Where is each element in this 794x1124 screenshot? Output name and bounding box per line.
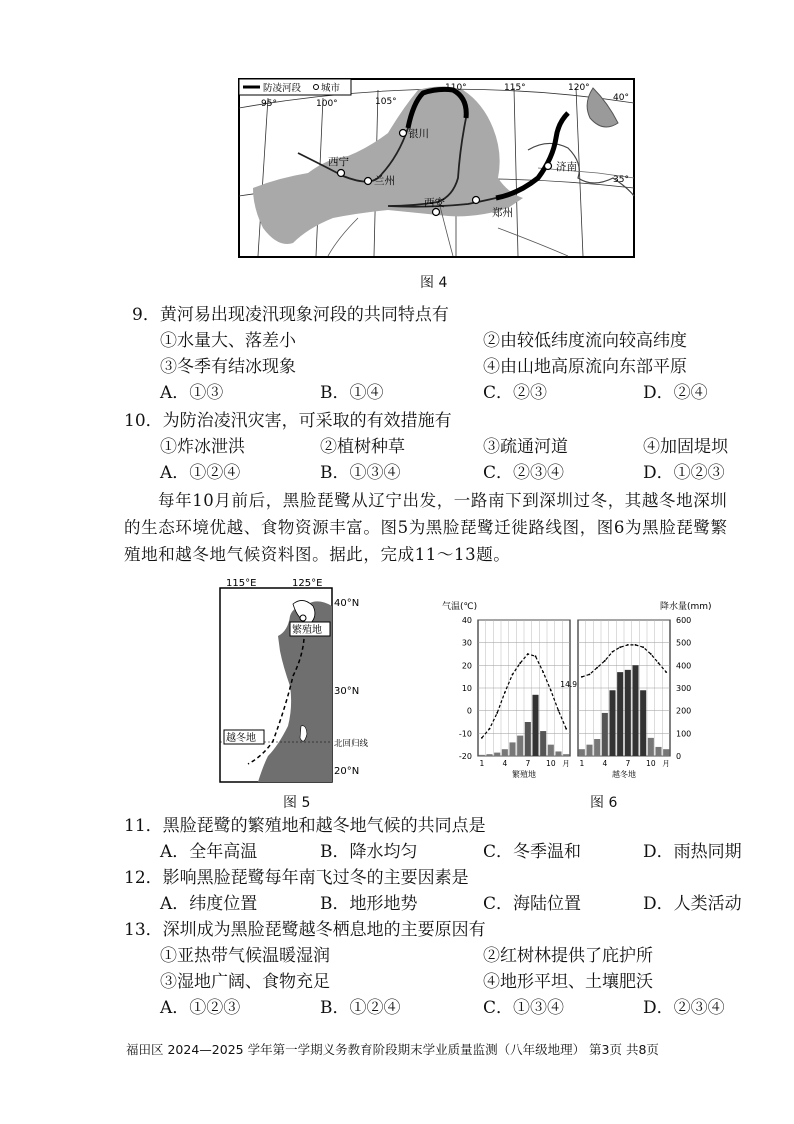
- q9-item-2: ②由较低纬度流向较高纬度: [483, 331, 687, 351]
- q9-item-1: ①水量大、落差小: [160, 331, 296, 351]
- q12-option-c[interactable]: C．海陆位置: [483, 894, 582, 914]
- precip-tick-label: 400: [676, 661, 692, 671]
- legend-river: 防凌河段: [263, 83, 302, 94]
- q13-item-3: ③湿地广阔、食物充足: [160, 972, 330, 992]
- q10-option-d[interactable]: D．①②③: [643, 463, 725, 483]
- figure-6-caption: 图 6: [590, 795, 618, 811]
- month-unit-label: 月: [562, 759, 570, 768]
- precip-bar: [502, 749, 508, 756]
- precip-bar: [525, 722, 531, 756]
- temperature-point: [581, 676, 583, 678]
- figure-4-map: [238, 78, 635, 258]
- wintering-label: 越冬地: [226, 733, 256, 744]
- lat-label: 40°N: [334, 598, 360, 609]
- temperature-point: [665, 671, 667, 673]
- question-12-stem: 12．影响黑脸琵鹭每年南飞过冬的主要因素是: [124, 868, 469, 888]
- figure-5-caption: 图 5: [283, 795, 311, 811]
- q12-option-a[interactable]: A．纬度位置: [160, 894, 258, 914]
- month-tick-label: 4: [602, 759, 608, 768]
- precip-axis-label: 降水量(mm): [660, 602, 712, 612]
- lat-label: 40°: [613, 93, 629, 103]
- q13-item-2: ②红树林提供了庇护所: [483, 946, 653, 966]
- month-tick-label: 7: [625, 759, 631, 768]
- intro-paragraph: 每年10月前后，黑脸琵鹭从辽宁出发，一路南下到深圳过冬，其越冬地深圳的生态环境优越、食物资源丰富。图5为黑脸琵鹭迁徙路线图，图6为黑脸琵鹭繁殖地和越冬地气候资料图。据此，完成11～13题。: [124, 491, 728, 564]
- lon-label: 110°: [445, 83, 467, 93]
- precip-bar: [479, 755, 485, 756]
- temperature-point: [612, 651, 614, 653]
- temp-tick-label: 40: [461, 616, 472, 625]
- temp-tick-label: 20: [461, 661, 472, 671]
- lon-label: 120°: [568, 83, 590, 93]
- precip-tick-label: 0: [676, 752, 682, 761]
- q11-option-b[interactable]: B．降水均匀: [320, 842, 418, 862]
- temperature-point: [635, 644, 637, 646]
- q10-item-1: ①炸冰泄洪: [160, 437, 245, 457]
- figure-6-climate-chart: [442, 598, 714, 788]
- precip-bar: [617, 672, 623, 756]
- city-label: 郑州: [492, 207, 513, 219]
- lon-label: 95°: [261, 99, 277, 109]
- month-unit-label: 月: [662, 759, 670, 768]
- climate-panel: [578, 620, 670, 779]
- temperature-point: [596, 667, 598, 669]
- precip-bar: [586, 745, 592, 756]
- q11-option-d[interactable]: D．雨热同期: [643, 842, 742, 862]
- panel-label: 繁殖地: [512, 770, 536, 779]
- q9-option-a[interactable]: A．①③: [160, 383, 224, 403]
- q10-option-c[interactable]: C．②③④: [483, 463, 565, 483]
- temp-tick-label: -20: [458, 752, 472, 761]
- q13-item-1: ①亚热带气候温暖湿润: [160, 946, 330, 966]
- question-10-stem: 10．为防治凌汛灾害，可采取的有效措施有: [124, 411, 452, 431]
- lon-label: 105°: [375, 97, 397, 107]
- precip-bar: [548, 745, 554, 756]
- temperature-point: [519, 662, 521, 664]
- precip-bar: [602, 713, 608, 756]
- temp-tick-label: 0: [466, 706, 472, 716]
- figure-5-map: [218, 576, 370, 784]
- question-11-stem: 11．黑脸琵鹭的繁殖地和越冬地气候的共同点是: [124, 816, 486, 836]
- q10-item-2: ②植树种草: [320, 437, 405, 457]
- legend-city: 城市: [321, 83, 341, 94]
- climate-panel: [478, 620, 570, 779]
- city-label: 济南: [556, 161, 577, 173]
- temperature-point: [650, 653, 652, 655]
- temperature-point: [565, 728, 567, 730]
- q13-item-4: ④地形平坦、土壤肥沃: [483, 972, 653, 992]
- q11-option-a[interactable]: A．全年高温: [160, 842, 258, 862]
- temperature-annotation: 14.9: [560, 679, 577, 689]
- precip-bar: [517, 736, 523, 756]
- precip-tick-label: 300: [676, 684, 692, 693]
- q12-option-b[interactable]: B．地形地势: [320, 894, 418, 914]
- precip-bar: [563, 754, 569, 756]
- temperature-point: [512, 674, 514, 676]
- q9-option-d[interactable]: D．②④: [643, 383, 708, 403]
- temperature-point: [481, 737, 483, 739]
- temp-axis-label: 气温(℃): [442, 602, 478, 612]
- q13-option-d[interactable]: D．②③④: [643, 998, 725, 1018]
- precip-bar: [594, 739, 600, 756]
- temp-tick-label: 10: [461, 684, 472, 693]
- city-label: 兰州: [374, 175, 395, 187]
- q9-option-b[interactable]: B．①④: [320, 383, 384, 403]
- lat-label: 30°N: [334, 686, 360, 697]
- temperature-point: [642, 646, 644, 648]
- q9-item-3: ③冬季有结冰现象: [160, 357, 296, 377]
- q10-option-a[interactable]: A．①②④: [160, 463, 241, 483]
- precip-bar: [509, 742, 515, 756]
- q10-option-b[interactable]: B．①③④: [320, 463, 401, 483]
- q13-option-b[interactable]: B．①②④: [320, 998, 401, 1018]
- q13-option-a[interactable]: A．①②③: [160, 998, 241, 1018]
- temperature-point: [604, 660, 606, 662]
- temperature-point: [550, 689, 552, 691]
- precip-bar: [494, 753, 500, 756]
- precip-tick-label: 500: [676, 638, 692, 648]
- lon-label: 115°: [504, 83, 526, 93]
- temperature-point: [619, 646, 621, 648]
- question-9-stem: 9．黄河易出现凌汛现象河段的共同特点有: [132, 305, 449, 325]
- lon-label: 100°: [316, 99, 338, 109]
- precip-bar: [632, 665, 638, 756]
- precip-bar: [640, 690, 646, 756]
- month-tick-label: 10: [546, 759, 556, 768]
- precip-tick-label: 600: [676, 616, 692, 625]
- q10-item-4: ④加固堤坝: [643, 437, 728, 457]
- city-label: 西安: [424, 197, 445, 209]
- temperature-point: [542, 671, 544, 673]
- precip-bar: [555, 751, 561, 756]
- temperature-point: [535, 655, 537, 657]
- q11-option-c[interactable]: C．冬季温和: [483, 842, 582, 862]
- question-13-stem: 13．深圳成为黑脸琵鹭越冬栖息地的主要原因有: [124, 920, 486, 940]
- lon-label: 115°E: [226, 578, 257, 589]
- q9-option-c[interactable]: C．②③: [483, 383, 548, 403]
- precip-bar: [540, 731, 546, 756]
- month-tick-label: 1: [579, 759, 585, 768]
- city-label: 银川: [408, 128, 429, 140]
- month-tick-label: 1: [479, 759, 485, 768]
- city-label: 西宁: [328, 156, 349, 168]
- precip-bar: [486, 754, 492, 756]
- temperature-point: [658, 662, 660, 664]
- temperature-point: [527, 653, 529, 655]
- temperature-point: [589, 674, 591, 676]
- precip-bar: [663, 749, 669, 756]
- month-tick-label: 10: [646, 759, 656, 768]
- precip-bar: [532, 695, 538, 756]
- precip-bar: [579, 749, 585, 756]
- temperature-point: [489, 728, 491, 730]
- temp-tick-label: -10: [458, 729, 472, 739]
- month-tick-label: 7: [525, 759, 531, 768]
- q10-item-3: ③疏通河道: [483, 437, 568, 457]
- temperature-point: [627, 644, 629, 646]
- temperature-point: [496, 712, 498, 714]
- precip-bar: [655, 747, 661, 756]
- tropic-label: 北回归线: [334, 739, 369, 749]
- figure-4-caption: 图 4: [420, 275, 448, 291]
- temperature-point: [504, 692, 506, 694]
- page-footer: 福田区 2024—2025 学年第一学期义务教育阶段期末学业质量监测（八年级地理） 第3页 共8页: [126, 1042, 659, 1057]
- temperature-point: [558, 710, 560, 712]
- q12-option-d[interactable]: D．人类活动: [643, 894, 742, 914]
- precip-bar: [609, 690, 615, 756]
- lon-label: 125°E: [292, 578, 323, 589]
- breeding-label: 繁殖地: [292, 625, 322, 636]
- q9-item-4: ④由山地高原流向东部平原: [483, 357, 687, 377]
- precip-bar: [648, 738, 654, 756]
- lat-label: 20°N: [334, 766, 360, 777]
- precip-tick-label: 100: [676, 729, 692, 739]
- precip-bar: [625, 670, 631, 756]
- q13-option-c[interactable]: C．①③④: [483, 998, 565, 1018]
- panel-label: 越冬地: [612, 770, 636, 779]
- month-tick-label: 4: [502, 759, 508, 768]
- temp-tick-label: 30: [461, 638, 472, 648]
- precip-tick-label: 200: [676, 706, 692, 716]
- lat-label: 35°: [613, 175, 629, 185]
